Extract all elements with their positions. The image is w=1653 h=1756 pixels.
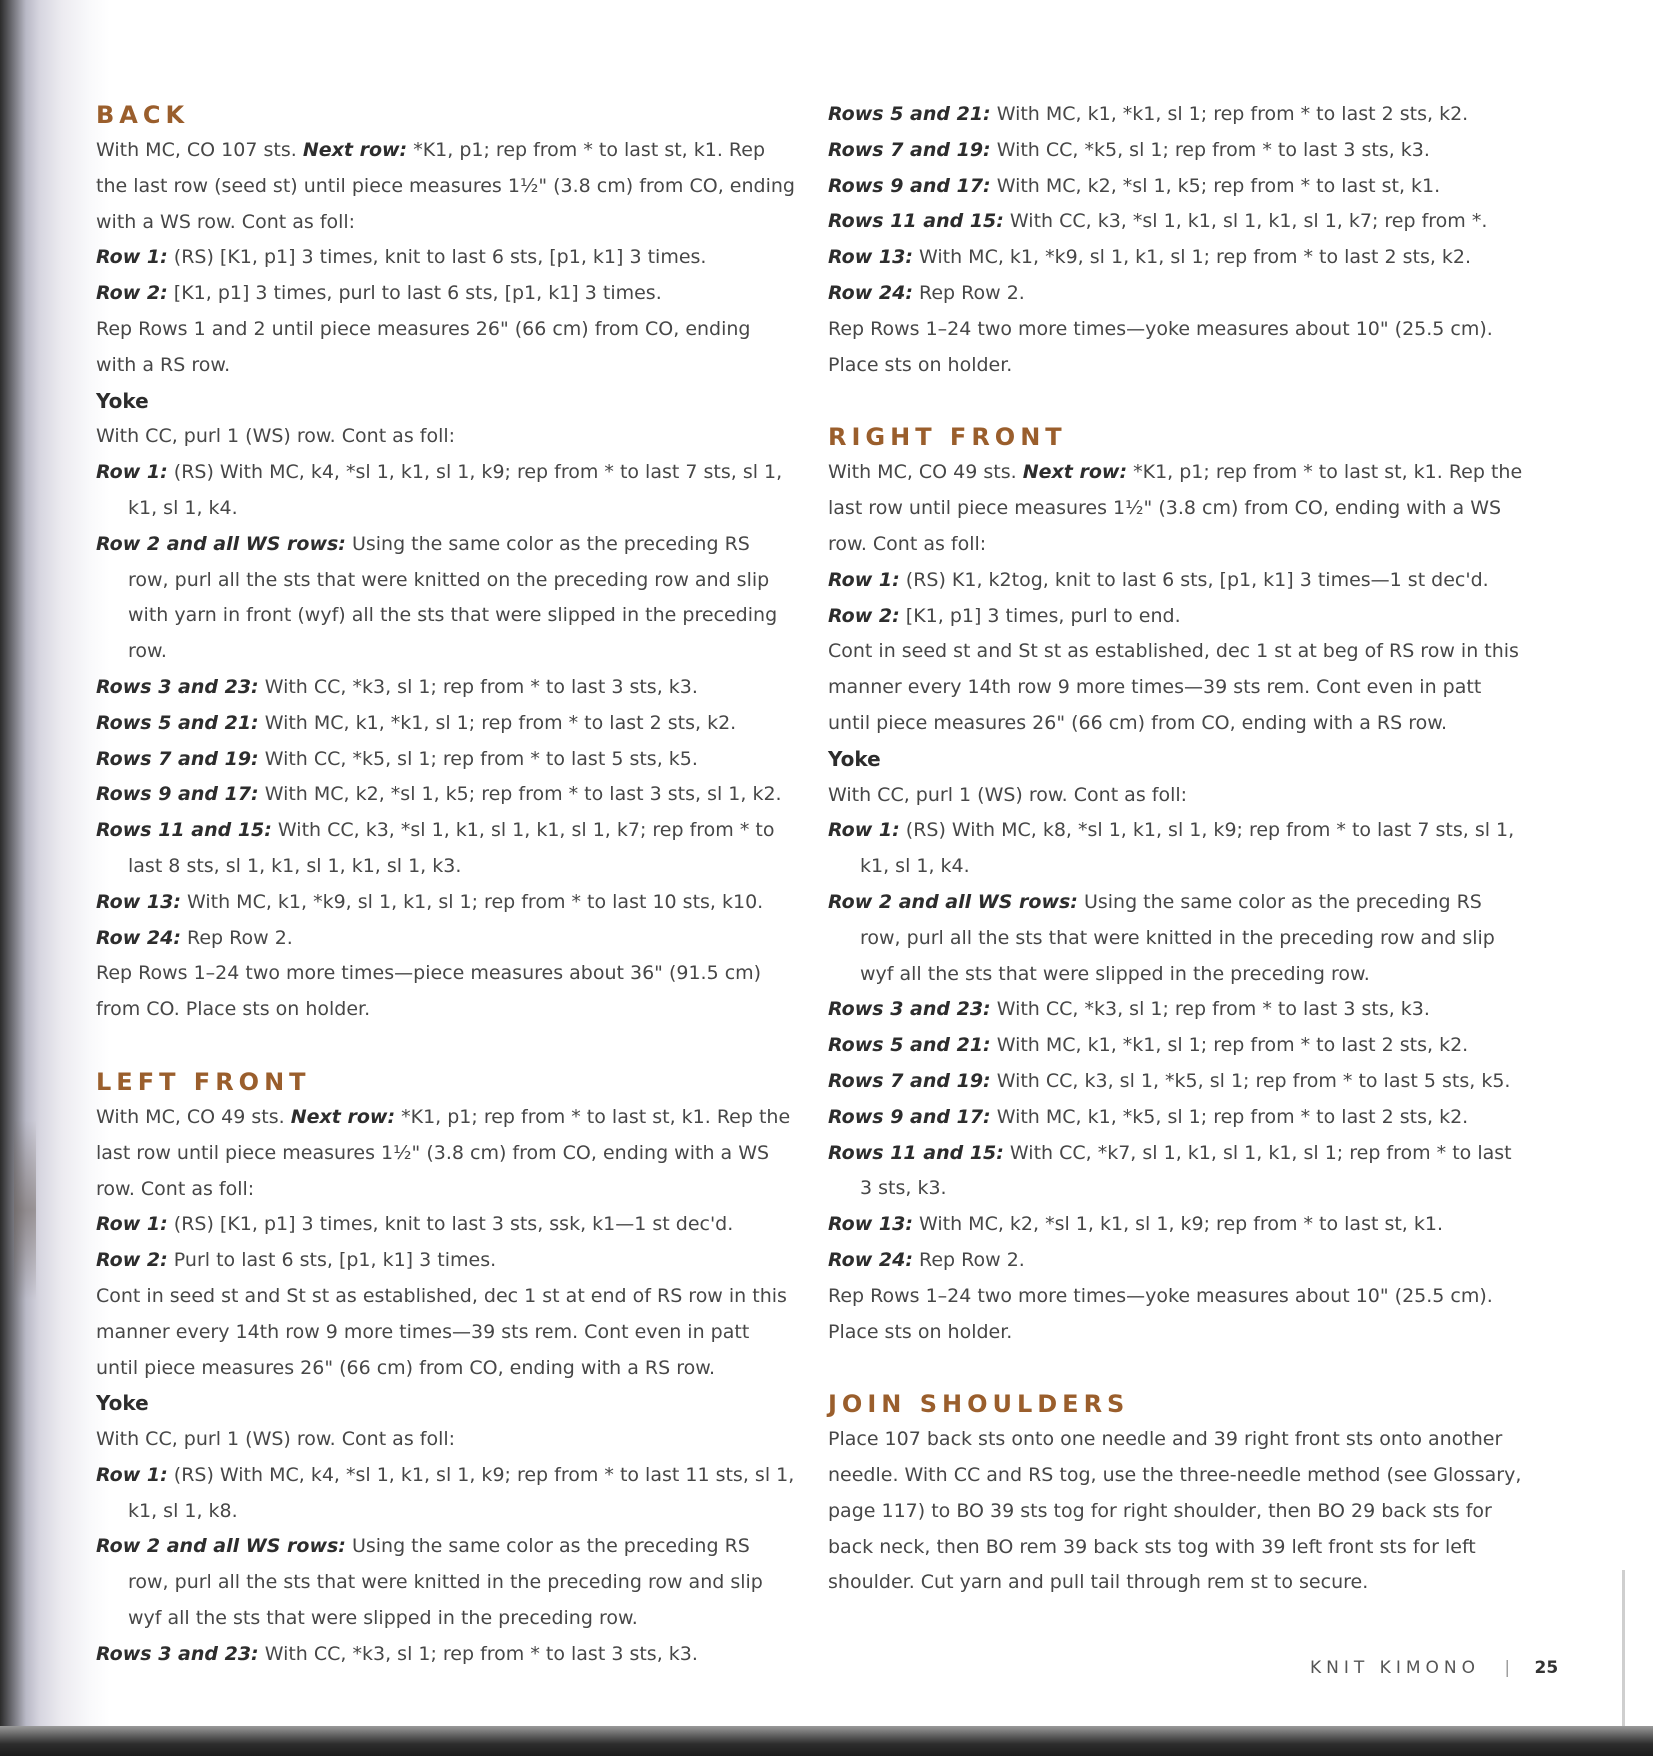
scan-bottom-shadow <box>0 1726 1653 1756</box>
back-intro <box>96 133 796 240</box>
right-front-yoke-row <box>828 813 1528 885</box>
right-front-intro <box>828 455 1528 562</box>
left-front-intro <box>96 1100 796 1207</box>
join-shoulders-text: Place 107 back sts onto one needle and 39 right front sts onto another needle. With CC and RS tog, use the three-needle method (see Glossary, page 117) to BO 39 sts tog for right shoulder, then BO 29 back sts for back neck, then BO rem 39 back sts tog with 39 left front sts for left shoulder. Cut yarn and pull tail through rem st to secure. <box>828 1428 1522 1594</box>
left-front-row-1 <box>96 1207 796 1243</box>
row-label: Rows 7 and 19: <box>828 138 991 161</box>
back-row-1 <box>96 240 796 276</box>
row-label: Rows 9 and 17: <box>828 1105 991 1128</box>
row-text: [K1, p1] 3 times, purl to last 6 sts, [p1, k1] 3 times. <box>173 282 662 305</box>
page-edge-artifact <box>14 1120 36 1300</box>
page-spine-shadow <box>0 0 110 1756</box>
right-front-yoke-row <box>828 1136 1528 1208</box>
row-text: With MC, k1, *k1, sl 1; rep from * to last 2 sts, k2. <box>996 103 1469 125</box>
right-front-yoke-intro: With CC, purl 1 (WS) row. Cont as foll: <box>828 783 1188 806</box>
row-text: With MC, k1, *k9, sl 1, k1, sl 1; rep from * to last 10 sts, k10. <box>187 890 764 913</box>
row-label: Row 2 and all WS rows: <box>96 532 346 555</box>
book-title: KNIT KIMONO <box>1310 1658 1480 1678</box>
row-text: With MC, k2, *sl 1, k5; rep from * to last 3 sts, sl 1, k2. <box>264 783 782 806</box>
row-label: Rows 7 and 19: <box>828 1069 991 1092</box>
row-text: With CC, *k7, sl 1, k1, sl 1, k1, sl 1; rep from * to last 3 sts, k3. <box>860 1141 1512 1200</box>
right-front-end-instruction: Rep Rows 1–24 two more times—yoke measures about 10" (25.5 cm). Place sts on holder. <box>828 1284 1493 1343</box>
left-front-cast-on: With MC, CO 49 sts. <box>96 1105 285 1128</box>
row-label: Row 1: <box>828 819 900 842</box>
row-text: With MC, k1, *k5, sl 1; rep from * to last 2 sts, k2. <box>996 1105 1469 1128</box>
back-yoke-row <box>828 169 1528 205</box>
back-yoke-row <box>828 204 1528 240</box>
section-gap <box>828 383 1528 419</box>
row-label: Rows 5 and 21: <box>828 103 991 125</box>
row-label: Row 1: <box>96 1213 168 1236</box>
row-text: With MC, k1, *k1, sl 1; rep from * to last 2 sts, k2. <box>264 711 737 734</box>
right-front-intro-label: Next row: <box>1022 461 1128 484</box>
row-label: Row 2: <box>96 282 168 305</box>
row-text: With CC, *k3, sl 1; rep from * to last 3 sts, k3. <box>264 1642 698 1665</box>
row-label: Rows 3 and 23: <box>828 998 991 1021</box>
row-text: With CC, k3, sl 1, *k5, sl 1; rep from * to last 5 sts, k5. <box>996 1069 1511 1092</box>
row-text: With CC, *k3, sl 1; rep from * to last 3 sts, k3. <box>264 675 698 698</box>
page-edge-line <box>1622 1570 1625 1740</box>
row-label: Rows 9 and 17: <box>96 783 259 806</box>
right-front-yoke-row <box>828 992 1528 1028</box>
right-front-yoke-row <box>828 885 1528 992</box>
row-text: With CC, *k3, sl 1; rep from * to last 3 sts, k3. <box>996 998 1430 1021</box>
back-yoke-row <box>96 813 796 885</box>
back-yoke-row <box>96 670 796 706</box>
left-column <box>96 97 796 1673</box>
right-front-cast-on: With MC, CO 49 sts. <box>828 461 1017 484</box>
row-text: (RS) With MC, k4, *sl 1, k1, sl 1, k9; rep from * to last 7 sts, sl 1, k1, sl 1, k4. <box>128 461 783 519</box>
page-footer <box>1310 1658 1558 1678</box>
row-label: Row 2: <box>96 1249 168 1272</box>
page-number: 25 <box>1534 1658 1559 1678</box>
row-label: Row 1: <box>828 568 900 591</box>
back-continued-end: Rep Rows 1–24 two more times—yoke measures about 10" (25.5 cm). Place sts on holder. <box>828 317 1493 376</box>
back-section <box>96 97 796 1028</box>
right-front-heading: RIGHT FRONT <box>828 423 1067 452</box>
right-front-yoke-row <box>828 1064 1528 1100</box>
join-shoulders-section <box>828 1386 1528 1601</box>
right-front-yoke-heading: Yoke <box>828 746 881 771</box>
left-front-yoke-row <box>96 1529 796 1636</box>
left-front-yoke-row <box>96 1637 796 1673</box>
back-yoke-heading: Yoke <box>96 388 149 413</box>
row-label: Row 2: <box>828 604 900 627</box>
right-front-yoke-row <box>828 1028 1528 1064</box>
back-intro-text: *K1, p1; rep from * to last st, k1. Rep the last row (seed st) until piece measures 1½" (3.8 cm) from CO, ending with a WS row. Cont as foll: <box>96 139 795 233</box>
row-label: Rows 5 and 21: <box>96 711 259 734</box>
row-text: (RS) [K1, p1] 3 times, knit to last 6 sts, [p1, k1] 3 times. <box>173 246 707 269</box>
row-text: (RS) [K1, p1] 3 times, knit to last 3 sts, ssk, k1—1 st dec'd. <box>173 1213 734 1236</box>
back-repeat-instruction: Rep Rows 1 and 2 until piece measures 26" (66 cm) from CO, ending with a RS row. <box>96 317 751 376</box>
row-text: With CC, k3, *sl 1, k1, sl 1, k1, sl 1, k7; rep from *. <box>1009 210 1488 233</box>
left-front-continue-instruction: Cont in seed st and St st as established, dec 1 st at end of RS row in this manner every 14th row 9 more times—39 sts rem. Cont even in patt until piece measures 26" (66 cm) from CO, ending with a RS row. <box>96 1284 787 1379</box>
row-text: With MC, k1, *k1, sl 1; rep from * to last 2 sts, k2. <box>996 1034 1469 1057</box>
left-front-yoke-heading: Yoke <box>96 1391 149 1416</box>
row-text: Using the same color as the preceding RS row, purl all the sts that were knitted in the preceding row and slip wyf all the sts that were slipped in the preceding row. <box>860 890 1495 985</box>
row-label: Row 2 and all WS rows: <box>96 1535 346 1558</box>
back-yoke-row <box>96 921 796 957</box>
back-yoke-row <box>828 133 1528 169</box>
row-label: Row 1: <box>96 461 168 484</box>
footer-separator: | <box>1504 1658 1511 1678</box>
row-text: (RS) With MC, k4, *sl 1, k1, sl 1, k9; rep from * to last 11 sts, sl 1, k1, sl 1, k8. <box>128 1463 795 1522</box>
row-label: Row 13: <box>828 1213 913 1236</box>
section-gap <box>828 1350 1528 1386</box>
left-front-section <box>96 1064 796 1673</box>
row-text: With MC, k2, *sl 1, k5; rep from * to last st, k1. <box>996 174 1441 197</box>
right-column <box>828 97 1528 1601</box>
row-text: Purl to last 6 sts, [p1, k1] 3 times. <box>173 1249 497 1272</box>
row-label: Rows 7 and 19: <box>96 747 259 770</box>
right-front-continue-instruction: Cont in seed st and St st as established, dec 1 st at beg of RS row in this manner every 14th row 9 more times—39 sts rem. Cont even in patt until piece measures 26" (66 cm) from CO, ending with a RS row. <box>828 640 1519 734</box>
back-end-instruction: Rep Rows 1–24 two more times—piece measures about 36" (91.5 cm) from CO. Place sts on holder. <box>96 962 762 1021</box>
row-text: Using the same color as the preceding RS row, purl all the sts that were knitted on the preceding row and slip with yarn in front (wyf) all the sts that were slipped in the preceding row. <box>128 532 778 663</box>
row-text: Rep Row 2. <box>919 1248 1025 1271</box>
row-label: Rows 5 and 21: <box>828 1034 991 1057</box>
back-intro-cast-on: With MC, CO 107 sts. <box>96 139 297 161</box>
left-front-intro-label: Next row: <box>290 1105 396 1128</box>
back-continued-section <box>828 97 1528 383</box>
left-front-intro-text: *K1, p1; rep from * to last st, k1. Rep the last row until piece measures 1½" (3.8 cm) from CO, ending with a WS row. Cont as foll: <box>96 1105 791 1200</box>
row-label: Row 1: <box>96 1463 168 1486</box>
right-front-yoke-row <box>828 1243 1528 1279</box>
back-yoke-row <box>96 742 796 778</box>
row-text: With MC, k2, *sl 1, k1, sl 1, k9; rep from * to last st, k1. <box>919 1213 1444 1236</box>
row-label: Rows 11 and 15: <box>96 819 272 842</box>
back-yoke-row <box>96 777 796 813</box>
left-front-yoke-intro: With CC, purl 1 (WS) row. Cont as foll: <box>96 1428 456 1451</box>
back-yoke-row <box>828 276 1528 312</box>
join-shoulders-heading: JOIN SHOULDERS <box>828 1390 1130 1419</box>
right-front-intro-text: *K1, p1; rep from * to last st, k1. Rep the last row until piece measures 1½" (3.8 cm) from CO, ending with a WS row. Cont as foll: <box>828 461 1523 555</box>
row-text: With CC, k3, *sl 1, k1, sl 1, k1, sl 1, k7; rep from * to last 8 sts, sl 1, k1, sl 1, k1, sl 1, k3. <box>128 819 775 877</box>
back-yoke-row <box>96 885 796 921</box>
left-front-yoke-row <box>96 1458 796 1530</box>
row-label: Rows 3 and 23: <box>96 675 259 698</box>
back-yoke-row <box>828 97 1528 133</box>
right-front-section <box>828 419 1528 1350</box>
section-gap <box>96 1028 796 1064</box>
back-yoke-row <box>96 455 796 527</box>
back-yoke-row <box>828 240 1528 276</box>
back-intro-label: Next row: <box>302 139 408 161</box>
row-label: Rows 11 and 15: <box>828 210 1004 233</box>
right-front-row-2 <box>828 599 1528 635</box>
row-text: With CC, *k5, sl 1; rep from * to last 3 sts, k3. <box>996 138 1430 161</box>
back-yoke-intro: With CC, purl 1 (WS) row. Cont as foll: <box>96 425 456 448</box>
row-label: Row 24: <box>828 1248 913 1271</box>
back-row-2 <box>96 276 796 312</box>
row-label: Row 2 and all WS rows: <box>828 890 1078 913</box>
row-text: Rep Row 2. <box>187 926 293 949</box>
row-text: With CC, *k5, sl 1; rep from * to last 5 sts, k5. <box>264 747 698 770</box>
row-text: With MC, k1, *k9, sl 1, k1, sl 1; rep from * to last 2 sts, k2. <box>919 246 1472 269</box>
right-front-row-1 <box>828 563 1528 599</box>
row-label: Rows 11 and 15: <box>828 1141 1004 1164</box>
row-text: [K1, p1] 3 times, purl to end. <box>905 604 1181 627</box>
back-yoke-row <box>96 527 796 670</box>
row-label: Row 24: <box>828 281 913 304</box>
left-front-row-2 <box>96 1243 796 1279</box>
row-label: Row 1: <box>96 246 168 269</box>
row-label: Row 24: <box>96 926 181 949</box>
row-text: Using the same color as the preceding RS row, purl all the sts that were knitted in the preceding row and slip wyf all the sts that were slipped in the preceding row. <box>128 1535 763 1630</box>
back-heading: BACK <box>96 101 190 129</box>
row-label: Rows 3 and 23: <box>96 1642 259 1665</box>
back-yoke-row <box>96 706 796 742</box>
right-front-yoke-row <box>828 1100 1528 1136</box>
row-text: (RS) K1, k2tog, knit to last 6 sts, [p1, k1] 3 times—1 st dec'd. <box>905 568 1489 591</box>
left-front-heading: LEFT FRONT <box>96 1067 311 1096</box>
row-label: Row 13: <box>96 890 181 913</box>
row-label: Rows 9 and 17: <box>828 174 991 197</box>
right-front-yoke-row <box>828 1207 1528 1243</box>
row-text: (RS) With MC, k8, *sl 1, k1, sl 1, k9; rep from * to last 7 sts, sl 1, k1, sl 1, k4. <box>860 819 1515 878</box>
row-text: Rep Row 2. <box>919 281 1025 304</box>
row-label: Row 13: <box>828 246 913 269</box>
